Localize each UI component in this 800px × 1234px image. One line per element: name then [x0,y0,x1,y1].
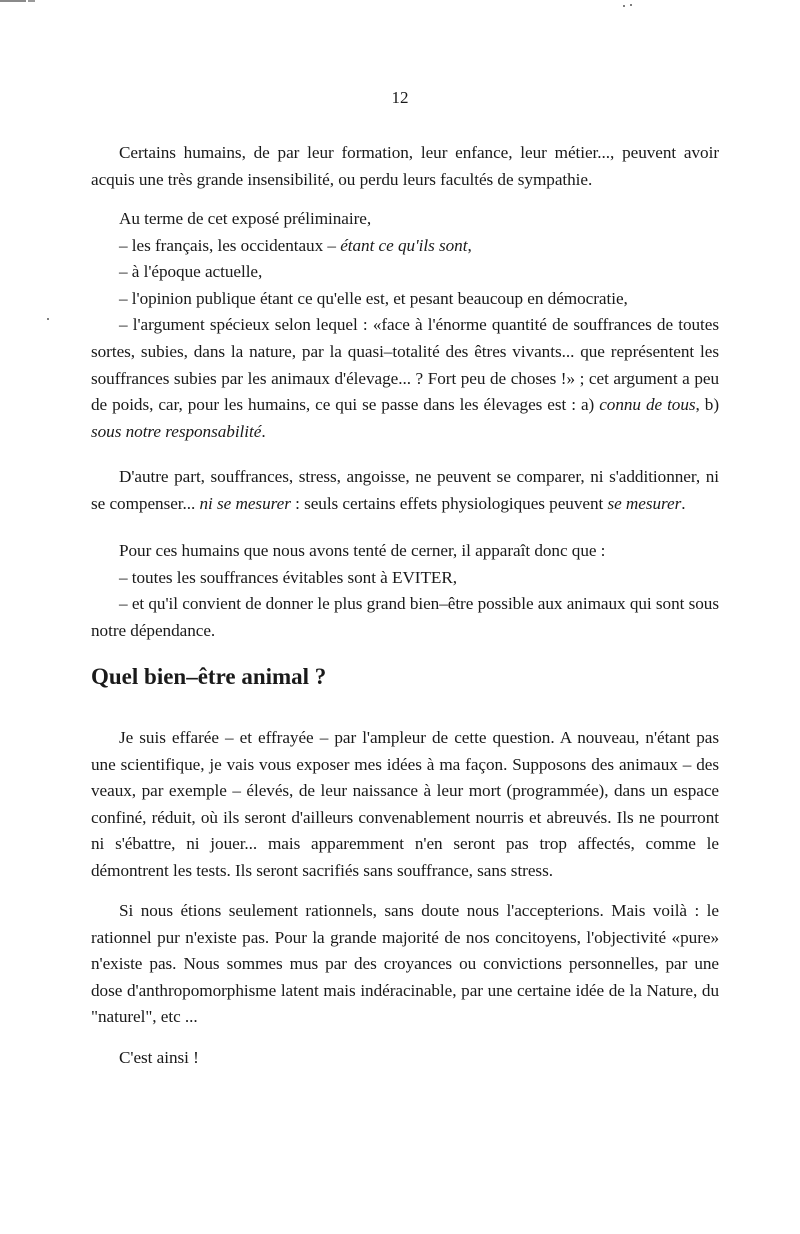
page-number: 12 [391,88,409,107]
section-heading: Quel bien–être animal ? [91,664,327,689]
paragraph-text: Pour ces humains que nous avons tenté de cerner, il apparaît donc que : [119,541,606,560]
emphasis: se mesurer [607,493,682,513]
list-intro: Au terme de cet exposé préliminaire, [119,209,372,228]
text-run: : seuls certains effets physiologiques peuvent [290,493,608,513]
paragraph-text: C'est ainsi ! [119,1048,199,1067]
emphasis: ni se mesurer [199,493,291,513]
paragraph-text: Je suis effarée – et effrayée – par l'ampleur de cette question. A nouveau, n'étant pas une scientifique, je vais vous exposer mes idées à ma façon. Supposons des animaux – des veaux, par exemple – élevés, de leur naissance à leur mort (programmée), dans un espace confiné, réduit, où ils seront d'ailleurs convenablement nourris et abreuvés. Ils ne pourront ni s'ébattre, ni jouer... mais apparemment n'en seront pas trop affectés, comme le démontrent les tests. Ils seront sacrifiés sans souffrance, sans stress. [91,728,719,880]
list-item-text: , [467,235,472,255]
list-item-text: , b) [695,395,719,415]
paragraph-question [91,725,719,885]
list-item-text: . [261,421,266,441]
emphasis: sous notre responsabilité [91,421,262,441]
scan-speck [630,4,632,6]
list-item [91,312,719,445]
paragraph-sympathy [91,140,719,193]
list-item-text: – l'argument spécieux selon lequel : «face à l'énorme quantité de souffrances de toutes sortes, subies, dans la nature, par la quasi–totalité des êtres vivants... que représentent les souffrances subies par les animaux d'élevage... ? Fort peu de choses !» ; cet argument a peu de poids, car, pour les humains, ce qui se passe dans les élevages est : a) [91,315,719,415]
paragraph-closing [91,1045,719,1072]
scan-artifact-top-left [0,0,26,2]
emphasis: connu de tous [599,395,696,415]
paragraph-measure [91,464,719,517]
list-item [91,233,719,260]
text-run: . [681,493,686,513]
scan-speck [623,5,625,7]
scan-speck [47,318,49,320]
preliminary-list [91,206,719,445]
conclusion-list [91,538,719,644]
list-item-text: – les français, les occidentaux – [119,235,341,255]
list-item: – à l'époque actuelle, [119,262,263,282]
text-run: D'autre part, souffrances, stress, angoisse, ne peuvent se comparer, ni s'additionner, ni se compenser... [91,467,719,513]
list-item: – et qu'il convient de donner le plus grand bien–être possible aux animaux qui sont sous notre dépendance. [91,594,719,640]
paragraph-text: Certains humains, de par leur formation, leur enfance, leur métier..., peuvent avoir acquis une très grande insensibilité, ou perdu leurs facultés de sympathie. [91,143,719,189]
paragraph-text: Si nous étions seulement rationnels, sans doute nous l'accepterions. Mais voilà : le rationnel pur n'existe pas. Pour la grande majorité de nos concitoyens, l'objectivité «pure» n'existe pas. Nous sommes mus par des croyances ou convictions personnelles, par une dose d'anthropomorphisme latent mais indéracinable, par une certaine idée de la Nature, du "naturel", etc ... [91,901,719,1027]
list-item: – l'opinion publique étant ce qu'elle est, et pesant beaucoup en démocratie, [119,288,628,308]
emphasis: étant ce qu'ils sont [340,235,468,255]
paragraph-text [91,464,719,517]
scan-artifact-top-left-2 [28,0,35,2]
list-item: – toutes les souffrances évitables sont à EVITER, [119,567,458,587]
paragraph-rational [91,898,719,1031]
